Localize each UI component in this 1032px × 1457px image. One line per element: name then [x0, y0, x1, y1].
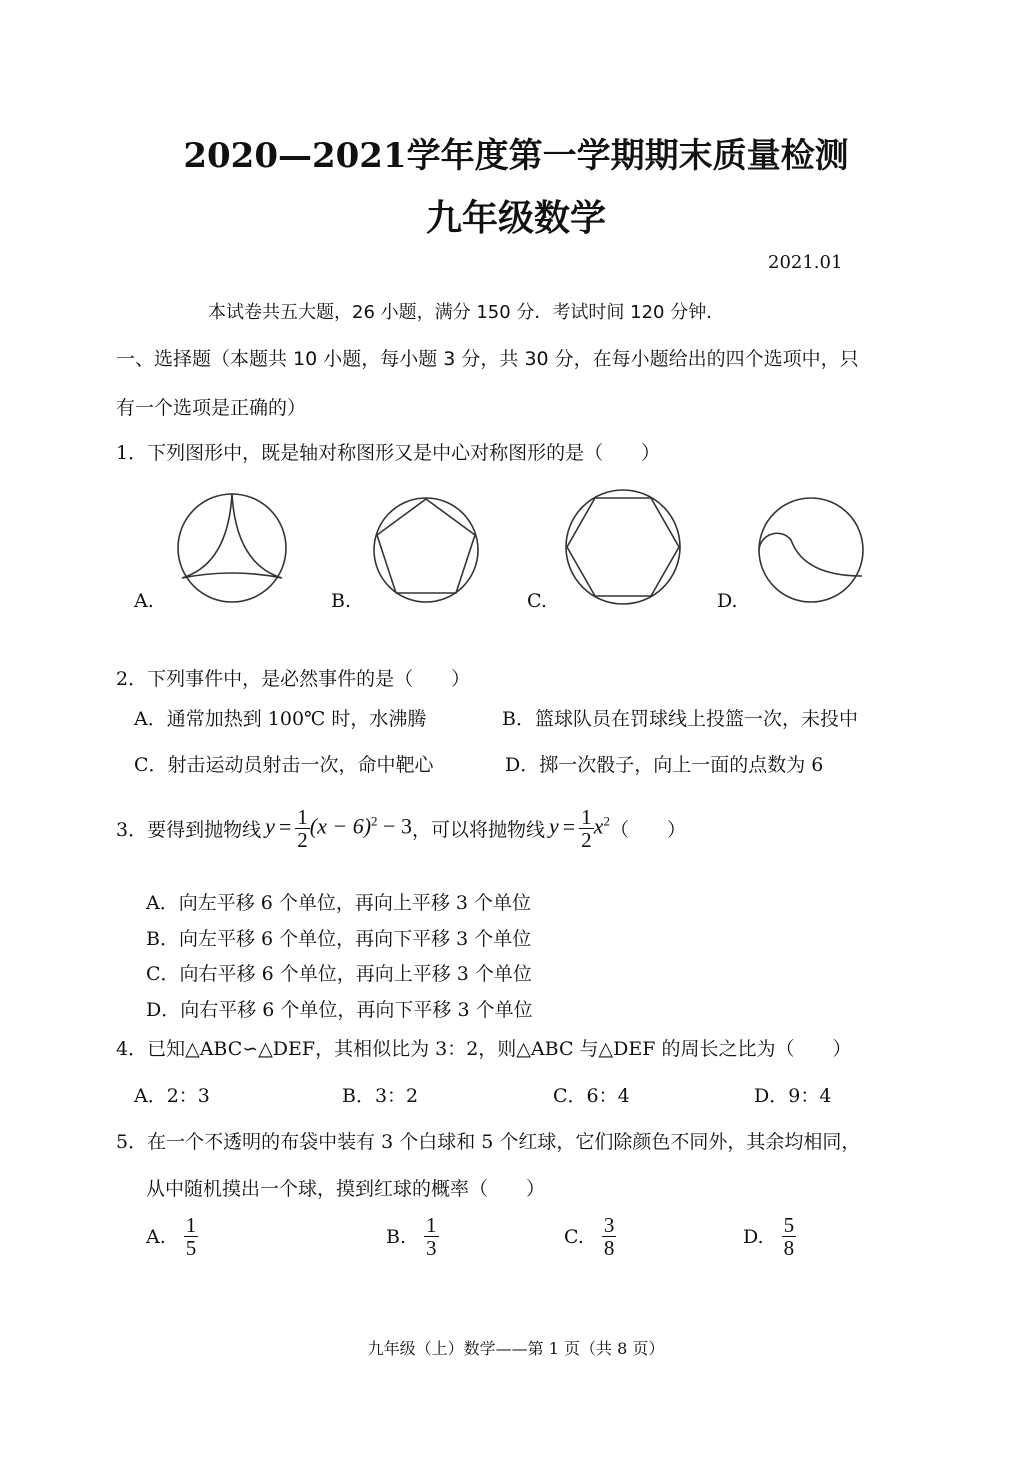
- q3-eq1-y: y: [265, 813, 275, 839]
- q5-option-b[interactable]: [386, 1214, 439, 1259]
- q3-parabola-target: [265, 806, 412, 851]
- q3-eq2-exp: 2: [603, 813, 610, 829]
- q3-eq2-y: y: [548, 813, 559, 839]
- q5-option-d-fraction: [782, 1214, 797, 1259]
- q5-d-num: 5: [783, 1213, 795, 1237]
- q1-option-d[interactable]: D.: [717, 590, 738, 612]
- question-3-stem: [116, 806, 686, 851]
- q2-option-b[interactable]: B．篮球队员在罚球线上投篮一次，未投中: [502, 708, 858, 730]
- question-5-stem: 5．在一个不透明的布袋中装有 3 个白球和 5 个红球，它们除颜色不同外，其余均相同，: [116, 1131, 861, 1153]
- q5-c-num: 3: [603, 1213, 615, 1237]
- question-4-stem: 4．已知△ABC∽△DEF，其相似比为 3：2，则△ABC 与△DEF 的周长之比为（ ）: [116, 1038, 852, 1060]
- q3-eq1-fraction: [295, 806, 310, 851]
- q5-option-a[interactable]: [146, 1214, 198, 1259]
- q4-option-b[interactable]: B．3：2: [342, 1085, 419, 1107]
- q5-option-d[interactable]: [743, 1214, 796, 1259]
- q5-option-a-label: A.: [146, 1225, 166, 1248]
- q3-eq2-x: x: [593, 813, 604, 839]
- q5-c-den: 8: [603, 1236, 615, 1261]
- circle-yin-curve-icon: [748, 480, 898, 610]
- q2-option-c[interactable]: C．射击运动员射击一次，命中靶心: [134, 754, 434, 776]
- q5-a-num: 1: [185, 1213, 197, 1237]
- q5-b-num: 1: [426, 1213, 437, 1237]
- section-heading: 一、选择题（本题共 10 小题，每小题 3 分，共 30 分，在每小题给出的四个选项中，只: [116, 348, 859, 370]
- q3-eq2-frac-num: 1: [581, 805, 592, 829]
- q3-option-c[interactable]: C．向右平移 6 个单位，再向上平移 3 个单位: [146, 963, 532, 985]
- q1-option-a[interactable]: A.: [134, 590, 154, 612]
- exam-date: 2021.01: [768, 252, 843, 273]
- question-1-stem: 1．下列图形中，既是轴对称图形又是中心对称图形的是（ ）: [116, 442, 661, 464]
- question-5-stem-cont: 从中随机摸出一个球，摸到红球的概率（ ）: [146, 1178, 546, 1200]
- q3-eq1-frac-den: 2: [297, 828, 308, 853]
- q3-eq1-frac-num: 1: [297, 805, 308, 829]
- q3-eq1-body: (x − 6): [309, 813, 372, 839]
- exam-title: 2020—2021学年度第一学期期末质量检测: [183, 136, 849, 176]
- circle-hexagon-icon: [554, 480, 704, 610]
- q3-eq1-equals: =: [278, 813, 292, 839]
- q3-eq2-fraction: [579, 806, 594, 851]
- q3-option-a[interactable]: A．向左平移 6 个单位，再向上平移 3 个单位: [146, 892, 532, 914]
- q3-option-d[interactable]: D．向右平移 6 个单位，再向下平移 3 个单位: [146, 999, 533, 1021]
- q3-middle: ，可以将抛物线: [411, 819, 545, 842]
- q5-option-a-fraction: [184, 1214, 199, 1259]
- q5-option-c[interactable]: [564, 1214, 616, 1259]
- q1-option-b[interactable]: B.: [331, 590, 352, 612]
- q5-option-b-label: B.: [386, 1225, 407, 1248]
- q4-option-a[interactable]: A．2：3: [134, 1085, 210, 1107]
- q2-option-a[interactable]: A．通常加热到 100℃ 时，水沸腾: [134, 708, 427, 730]
- q2-option-d[interactable]: D．掷一次骰子，向上一面的点数为 6: [505, 754, 824, 776]
- q3-prefix: 3．要得到抛物线: [116, 819, 262, 842]
- q3-parabola-source: [549, 806, 610, 851]
- exam-instructions: 本试卷共五大题，26 小题，满分 150 分．考试时间 120 分钟．: [208, 302, 725, 323]
- q3-eq2-equals: =: [562, 813, 576, 839]
- q4-option-d[interactable]: D．9：4: [754, 1085, 832, 1107]
- circle-curved-triangle-icon: [160, 480, 310, 610]
- q5-option-c-fraction: [602, 1214, 617, 1259]
- q5-option-d-label: D.: [743, 1225, 764, 1248]
- q3-suffix: （ ）: [609, 819, 686, 842]
- q3-eq1-exp: 2: [371, 813, 378, 829]
- q1-option-c[interactable]: C.: [527, 590, 547, 612]
- q4-option-c[interactable]: C．6：4: [553, 1085, 630, 1107]
- circle-pentagon-icon: [358, 480, 508, 610]
- page-footer: 九年级（上）数学——第 1 页（共 8 页）: [367, 1339, 665, 1358]
- q5-option-c-label: C.: [564, 1225, 584, 1248]
- q5-a-den: 5: [185, 1236, 197, 1261]
- q3-eq1-tail: − 3: [377, 813, 412, 839]
- q3-option-b[interactable]: B．向左平移 6 个单位，再向下平移 3 个单位: [146, 928, 532, 950]
- question-2-stem: 2．下列事件中，是必然事件的是（ ）: [116, 668, 471, 690]
- q5-option-b-fraction: [424, 1214, 439, 1259]
- section-heading-cont: 有一个选项是正确的）: [116, 397, 307, 419]
- q3-eq2-frac-den: 2: [581, 828, 592, 853]
- q5-d-den: 8: [783, 1236, 795, 1261]
- exam-subtitle: 九年级数学: [425, 197, 606, 239]
- q5-b-den: 3: [426, 1236, 437, 1261]
